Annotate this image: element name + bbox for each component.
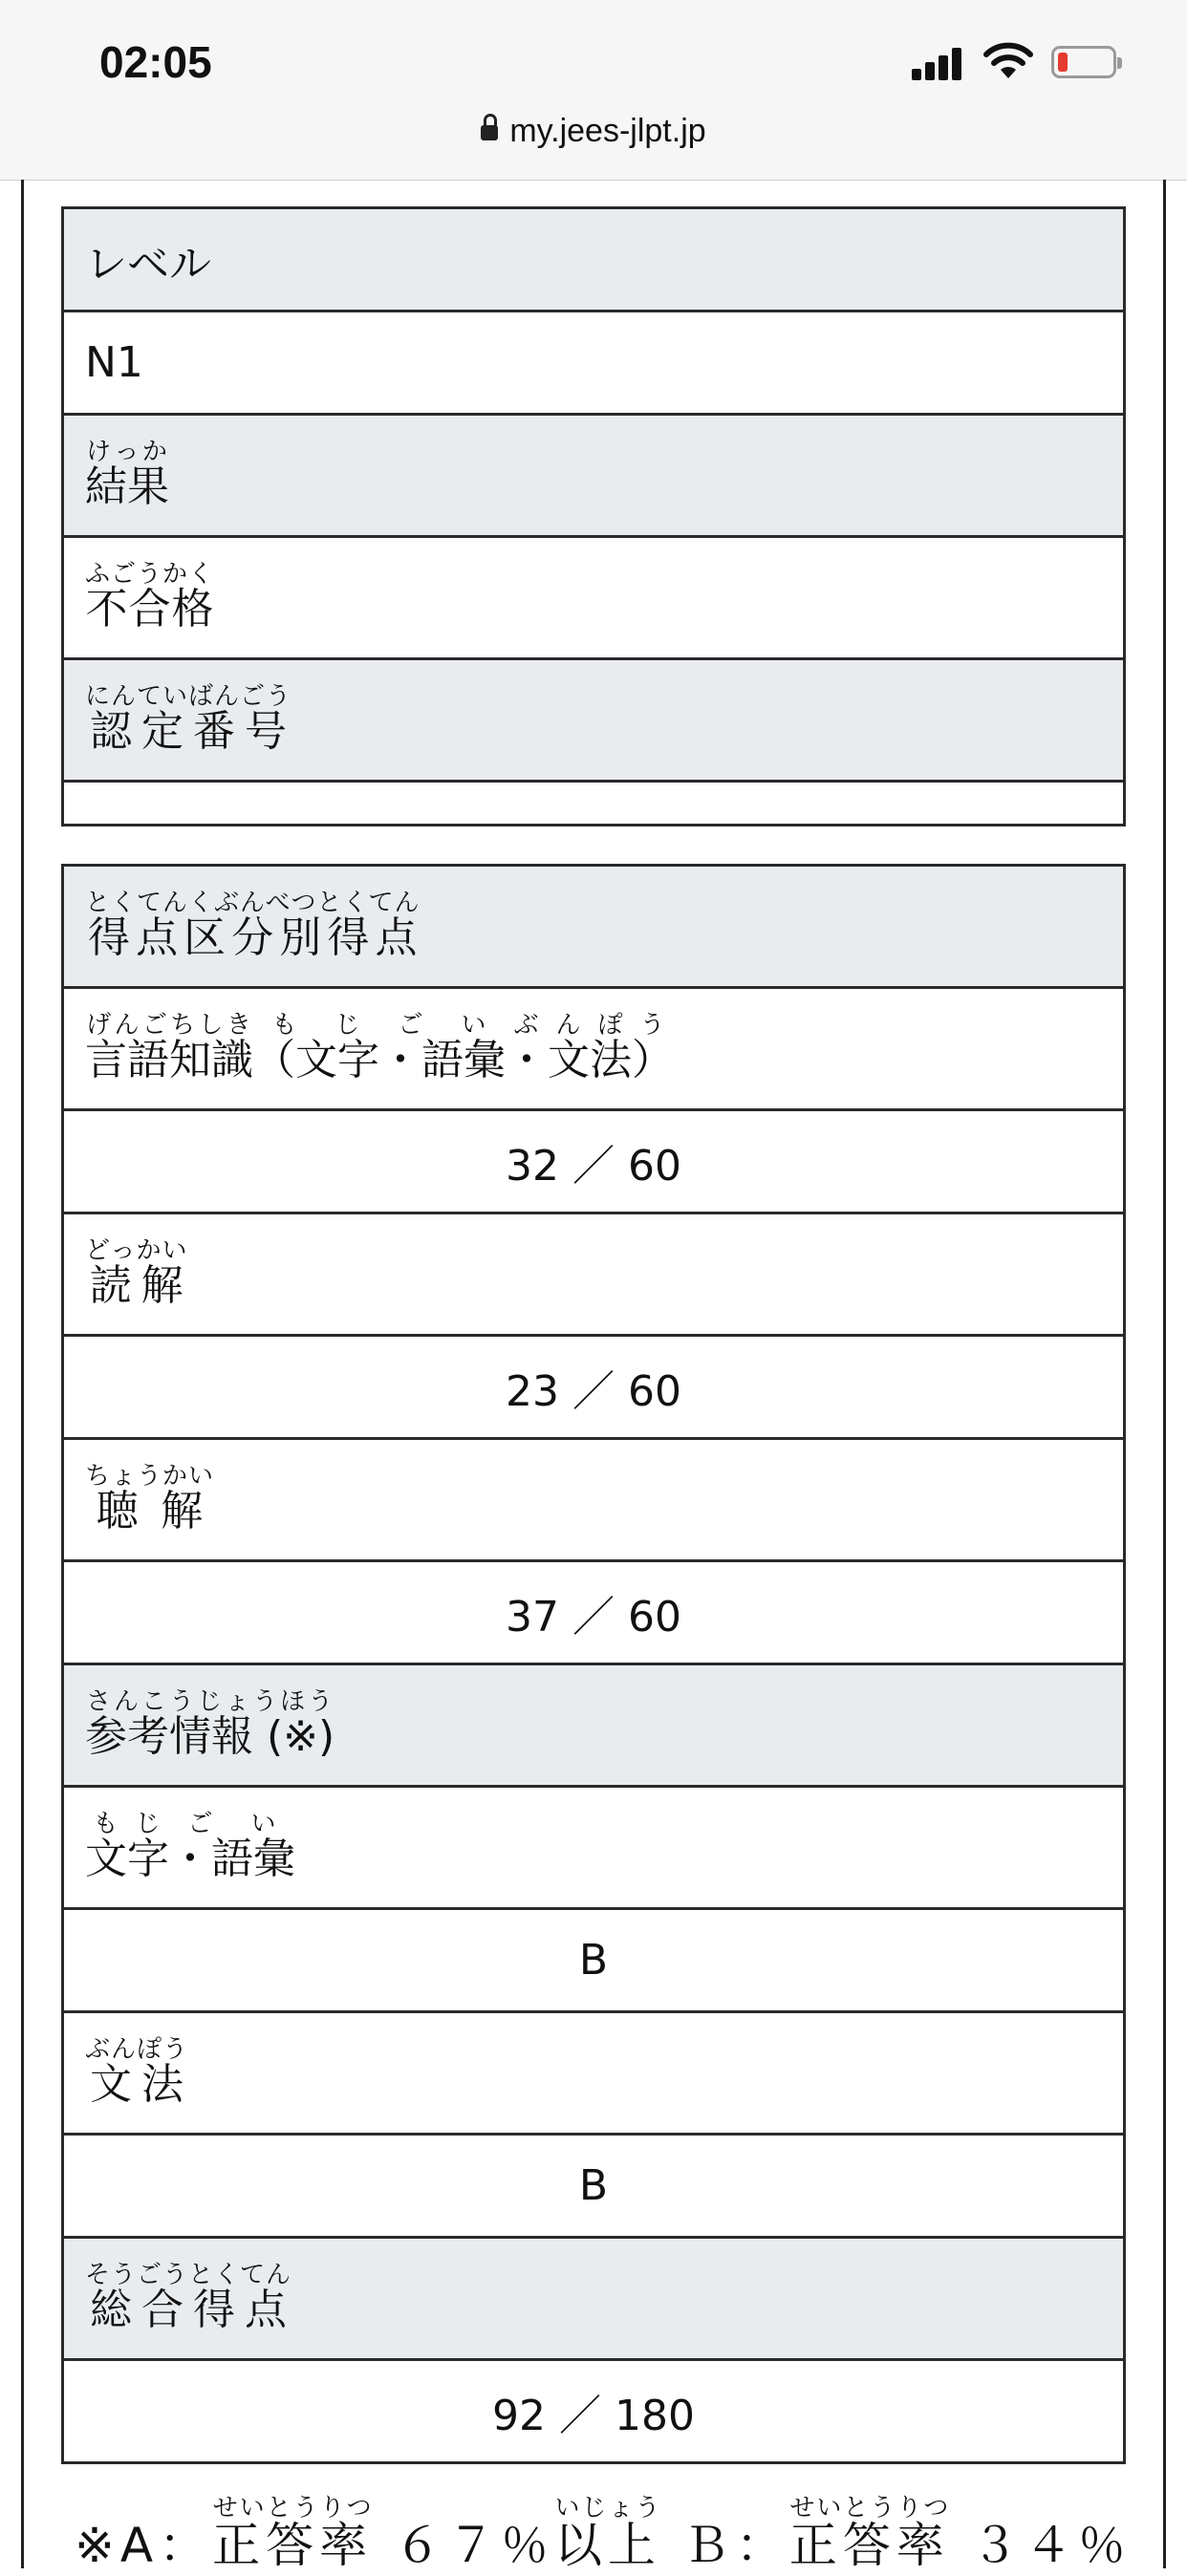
bunpo-label: 文法ぶんぽう [85, 2035, 189, 2109]
moji-goi-grade: B [63, 1909, 1125, 2012]
cert-number-label: 認定番号にんていばんごう [85, 682, 292, 756]
cellular-signal-icon [912, 48, 963, 80]
result-value-row [63, 537, 1125, 659]
bunpo-grade-row [63, 2135, 1125, 2238]
cert-value-row [63, 782, 1125, 826]
vocab-grammar-label: 言語知識げんごちしき（文字もじ・語彙ごい・文法）ぶんぽう [63, 988, 1125, 1110]
address-bar[interactable] [0, 113, 1187, 150]
url-text: my.jees-jlpt.jp [509, 113, 706, 149]
moji-goi-grade-row [63, 1909, 1125, 2012]
vocab-grammar-score: 32 ／ 60 [63, 1110, 1125, 1213]
reading-label: 読解どっかい [85, 1236, 188, 1310]
section-header-row [63, 866, 1125, 988]
listening-score-row [63, 1561, 1125, 1664]
reference-header-row [63, 1664, 1125, 1787]
bunpo-grade: B [63, 2135, 1125, 2238]
result-value: 不合格ふごうかく [85, 560, 215, 633]
result-label-row [63, 415, 1125, 537]
grade-footnote: ※A：正答率せいとうりつ ６７％以上いじょう Ｂ：正答率せいとうりつ ３４％ [75, 2494, 1132, 2573]
battery-icon [1051, 46, 1116, 78]
section-scores-label: 得点区分別得点とくてんくぶんべつとくてん [85, 889, 421, 962]
total-label-row [63, 2238, 1125, 2360]
total-score: 92 ／ 180 [63, 2360, 1125, 2463]
reading-score: 23 ／ 60 [63, 1336, 1125, 1439]
listening-score: 37 ／ 60 [63, 1561, 1125, 1664]
moji-goi-label-row [63, 1787, 1125, 1909]
reading-label-row [63, 1213, 1125, 1336]
status-and-url-bar [0, 0, 1187, 181]
level-value: N1 [63, 311, 1125, 415]
reference-info-label: 参考情報 (※)さんこうじょうほう [85, 1687, 335, 1761]
lock-icon [481, 125, 498, 140]
cert-label-row [63, 659, 1125, 782]
level-label: レベル [63, 208, 1125, 311]
reading-score-row [63, 1336, 1125, 1439]
moji-goi-label: 文字もじ・語彙ごい [63, 1787, 1125, 1909]
status-time: 02:05 [99, 37, 212, 87]
score-table [61, 864, 1126, 2464]
listening-label: 聴解ちょうかい [85, 1462, 215, 1535]
vocab-grammar-score-row [63, 1110, 1125, 1213]
cert-number-value [63, 782, 1125, 826]
total-score-label: 総合得点そうごうとくてん [85, 2261, 292, 2334]
vocab-grammar-label-row [63, 988, 1125, 1110]
level-value-row [63, 311, 1125, 415]
total-score-row [63, 2360, 1125, 2463]
level-label-row [63, 208, 1125, 311]
wifi-icon [982, 42, 1034, 80]
result-table [61, 206, 1126, 826]
bunpo-label-row [63, 2012, 1125, 2135]
listening-label-row [63, 1439, 1125, 1561]
result-label: 結果けっか [85, 438, 169, 511]
